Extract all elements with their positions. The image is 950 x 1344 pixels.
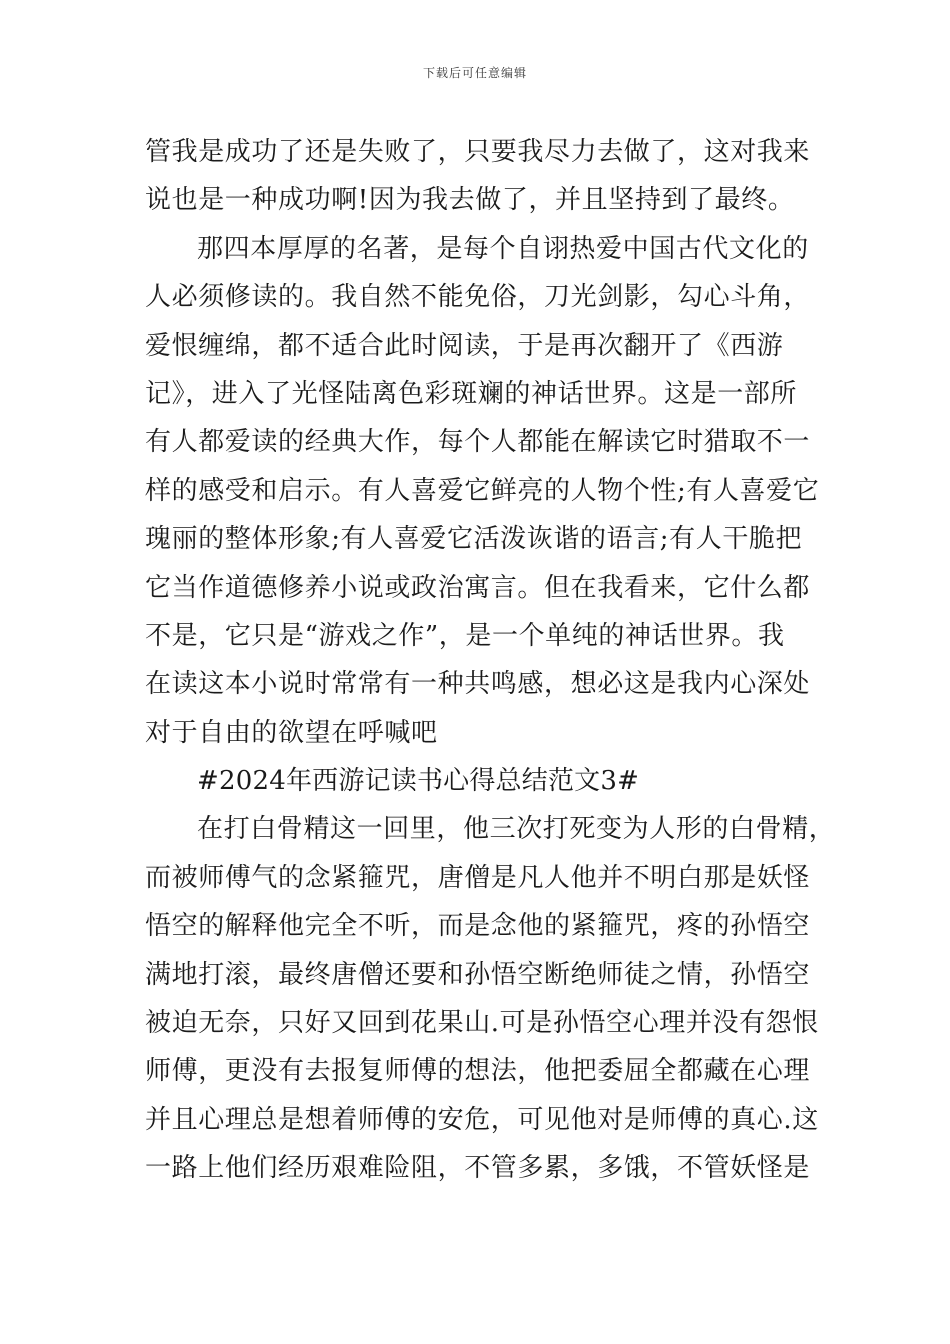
text-line: 而被师傅气的念紧箍咒，唐僧是凡人他并不明白那是妖怪 [145, 862, 811, 893]
text-line: 有人都爱读的经典大作，每个人都能在解读它时猎取不一 [145, 427, 811, 458]
text-line: 对于自由的欲望在呼喊吧 [145, 717, 438, 748]
text-line: 师傅，更没有去报复师傅的想法，他把委屈全都藏在心理 [145, 1056, 811, 1087]
text-line: 满地打滚，最终唐僧还要和孙悟空断绝师徒之情，孙悟空 [145, 959, 811, 990]
paragraph-start-line: 在打白骨精这一回里，他三次打死变为人形的白骨精， [197, 814, 836, 845]
page-header: 下载后可任意编辑 [422, 66, 527, 80]
section-heading: #2024年西游记读书心得总结范文3# [197, 766, 640, 797]
text-line: 说也是一种成功啊!因为我去做了，并且坚持到了最终。 [145, 185, 795, 216]
text-line: 不是，它只是“游戏之作”，是一个单纯的神话世界。我 [145, 620, 785, 651]
paragraph-start-line: 那四本厚厚的名著，是每个自诩热爱中国古代文化的 [197, 233, 809, 264]
text-line: 人必须修读的。我自然不能免俗，刀光剑影，勾心斗角， [145, 282, 811, 313]
text-line: 并且心理总是想着师傅的安危，可见他对是师傅的真心.这 [145, 1104, 819, 1135]
text-line: 悟空的解释他完全不听，而是念他的紧箍咒，疼的孙悟空 [145, 911, 811, 942]
text-line: 在读这本小说时常常有一种共鸣感，想必这是我内心深处 [145, 669, 811, 700]
text-line: 爱恨缠绵，都不适合此时阅读，于是再次翻开了《西游 [145, 330, 784, 361]
body-text [145, 128, 836, 1193]
text-line: 记》，进入了光怪陆离色彩斑斓的神话世界。这是一部所 [145, 378, 798, 409]
text-line: 瑰丽的整体形象;有人喜爱它活泼诙谐的语言;有人干脆把 [145, 524, 803, 555]
text-line: 管我是成功了还是失败了，只要我尽力去做了，这对我来 [145, 137, 811, 167]
text-line: 它当作道德修养小说或政治寓言。但在我看来，它什么都 [145, 572, 811, 603]
text-line: 一路上他们经历艰难险阻，不管多累，多饿，不管妖怪是 [145, 1153, 811, 1184]
text-line: 被迫无奈，只好又回到花果山.可是孙悟空心理并没有怨恨 [145, 1008, 819, 1039]
text-line: 样的感受和启示。有人喜爱它鲜亮的人物个性;有人喜爱它 [145, 475, 820, 506]
